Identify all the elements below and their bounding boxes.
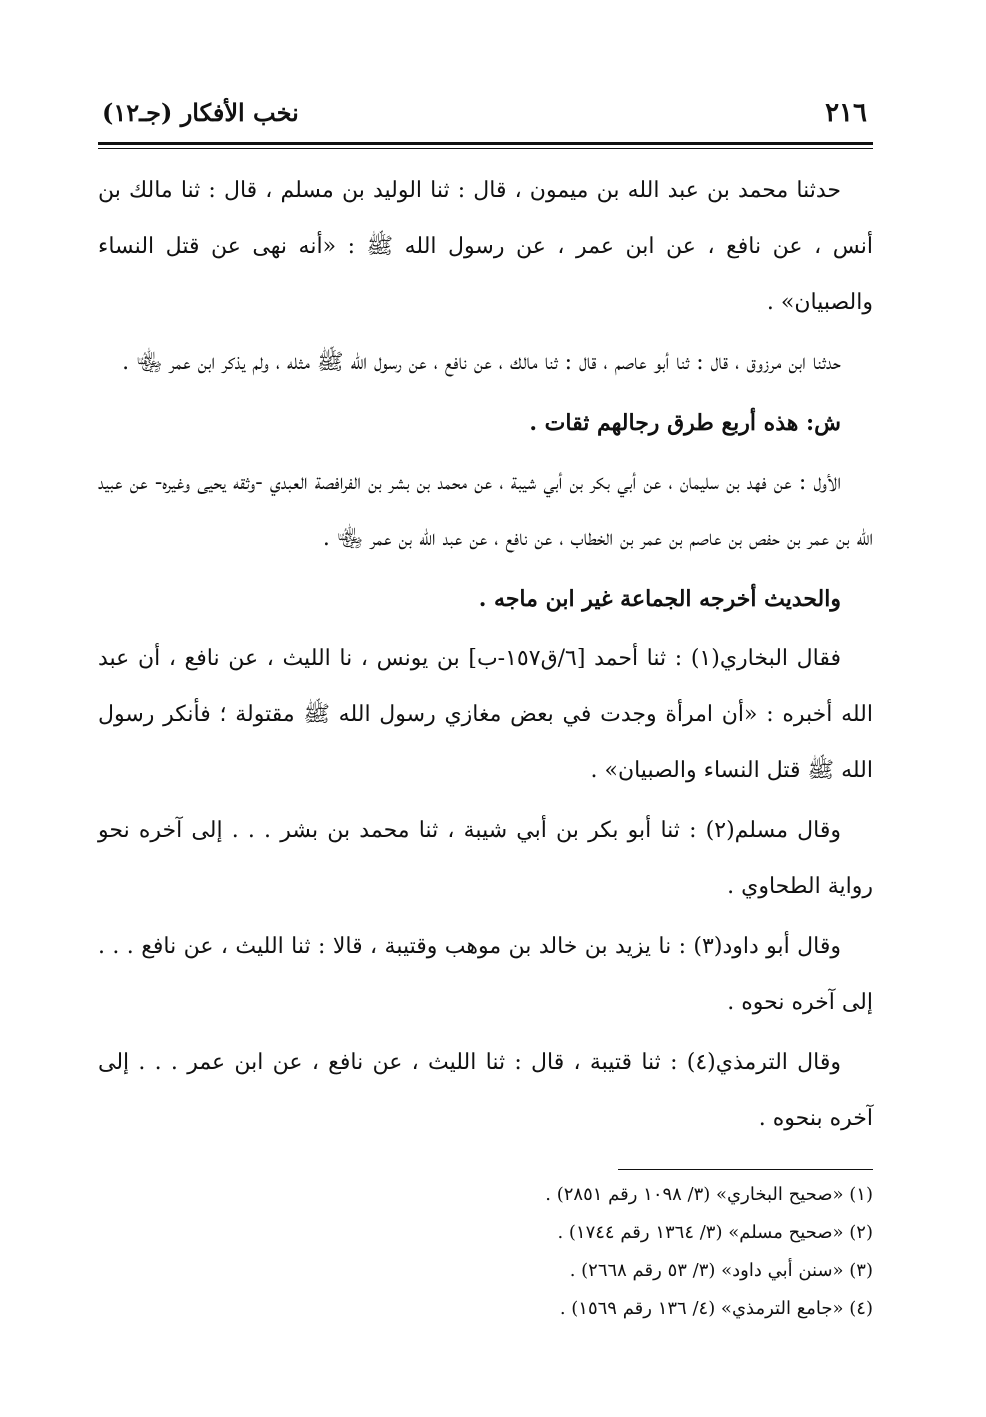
- paragraph: حدثنا ابن مرزوق ، قال : ثنا أبو عاصم ، قال : ثنا مالك ، عن نافع ، عن رسول الله ﷺ مثله ، ولم يذكر ابن عمر ﵄ .: [122, 350, 841, 375]
- paragraph: حدثنا محمد بن عبد الله بن ميمون ، قال : ثنا الوليد بن مسلم ، قال : ثنا مالك بن أنس ، عن نافع ، عن ابن عمر ، عن رسول الله ﷺ : «أنه نهى عن قتل النساء والصبيان» .: [98, 178, 873, 315]
- paragraph: وقال الترمذي(٤) : ثنا قتيبة ، قال : ثنا الليث ، عن نافع ، عن ابن عمر . . . إلى آخره بنحوه .: [98, 1050, 873, 1131]
- main-text: [98, 163, 873, 1147]
- running-title: نخب الأفكار (جـ١٢): [102, 98, 299, 127]
- paragraph: الأول : عن فهد بن سليمان ، عن أبي بكر بن أبي شيبة ، عن محمد بن بشر بن الفرافصة العبدي -وثقه يحيى وغيره- عن عبيد الله بن عمر بن حفص بن عاصم بن عمر بن الخطاب ، عن نافع ، عن عبد الله بن عمر ﵄ .: [98, 470, 873, 551]
- footnote: (٢) «صحيح مسلم» (٣/ ١٣٦٤ رقم ١٧٤٤) .: [557, 1222, 873, 1243]
- footnote: (١) «صحيح البخاري» (٣/ ١٠٩٨ رقم ٢٨٥١) .: [545, 1184, 873, 1205]
- paragraph-heading: والحديث أخرجه الجماعة غير ابن ماجه .: [478, 586, 841, 612]
- book-page: [98, 92, 873, 1382]
- page-number: ٢١٦: [825, 98, 867, 128]
- paragraph: وقال مسلم(٢) : ثنا أبو بكر بن أبي شيبة ، ثنا محمد بن بشر . . . إلى آخره نحو رواية الطحاوي .: [98, 818, 873, 899]
- header-rule: [98, 142, 873, 149]
- paragraph: وقال أبو داود(٣) : نا يزيد بن خالد بن موهب وقتيبة ، قالا : ثنا الليث ، عن نافع . . . إلى آخره نحوه .: [98, 934, 873, 1015]
- footnote-separator: [618, 1169, 873, 1170]
- footnotes: [98, 1176, 873, 1328]
- page-header: [98, 92, 873, 140]
- footnote: (٣) «سنن أبي داود» (٣/ ٥٣ رقم ٢٦٦٨) .: [569, 1260, 873, 1281]
- paragraph: فقال البخاري(١) : ثنا أحمد [٦/ق١٥٧-ب] بن يونس ، نا الليث ، عن نافع ، أن عبد الله أخبره : «أن امرأة وجدت في بعض مغازي رسول الله ﷺ مقتولة ؛ فأنكر رسول الله ﷺ قتل النساء والصبيان» .: [98, 646, 873, 783]
- footnote: (٤) «جامع الترمذي» (٤/ ١٣٦ رقم ١٥٦٩) .: [559, 1298, 873, 1319]
- paragraph-heading: ش: هذه أربع طرق رجالهم ثقات .: [529, 410, 841, 436]
